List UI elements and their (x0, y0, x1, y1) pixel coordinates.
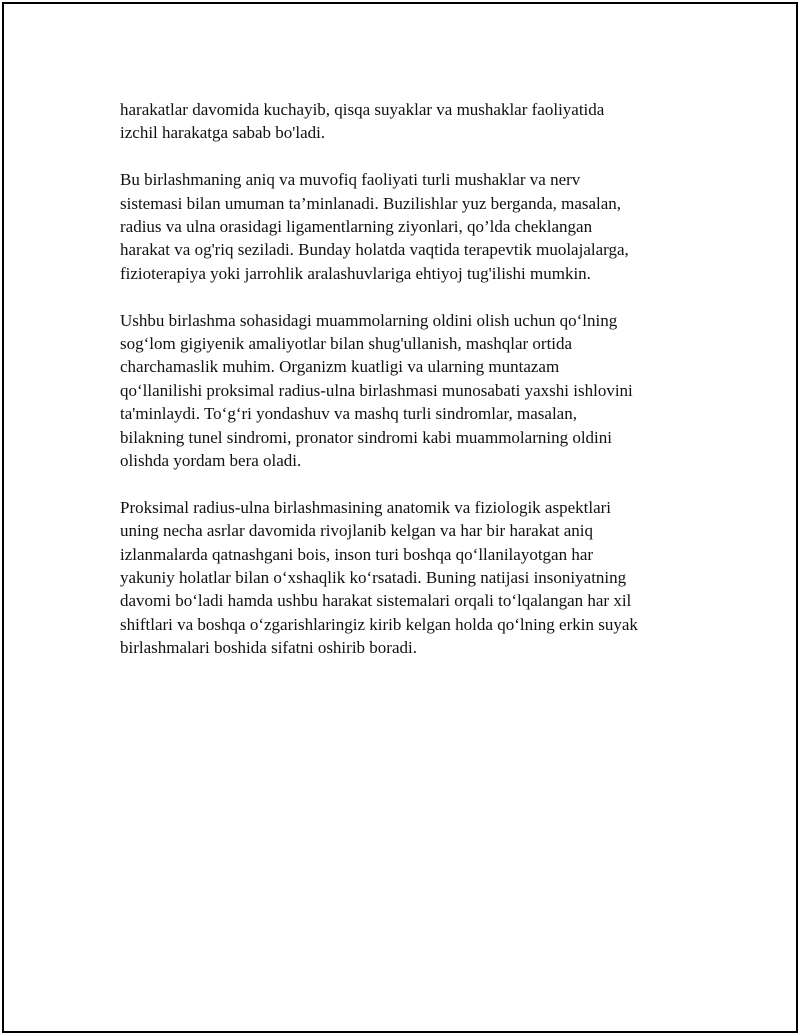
paragraph-3: Ushbu birlashma sohasidagi muammolarning oldini olish uchun qo‘lning sog‘lom gigiyenik amaliyotlar bilan shug'ullanish, mashqlar ortida charchamaslik muhim. Organizm kuatligi va ularning muntazam qo‘llanilishi proksimal radius-ulna birlashmasi munosabati yaxshi ishlovini ta'minlaydi. To‘g‘ri yondashuv va mashq turli sindromlar, masalan, bilakning tunel sindromi, pronator sindromi kabi muammolarning oldini olishda yordam bera oladi. (120, 310, 633, 471)
paragraph-2: Bu birlashmaning aniq va muvofiq faoliyati turli mushaklar va nerv sistemasi bilan umuman ta’minlanadi. Buzilishlar yuz berganda, masalan, radius va ulna orasidagi ligamentlarning ziyonlari, qo’lda cheklangan harakat va og'riq seziladi. Bunday holatda vaqtida terapevtik muolajalarga, fizioterapiya yoki jarrohlik aralashuvlariga ehtiyoj tug'ilishi mumkin. (120, 170, 629, 283)
document-body (120, 98, 690, 683)
paragraph-4: Proksimal radius-ulna birlashmasining anatomik va fiziologik aspektlari uning necha asrlar davomida rivojlanib kelgan va har bir harakat aniq izlanmalarda qatnashgani bois, inson turi boshqa qo‘llanilayotgan har yakuniy holatlar bilan o‘xshaqlik ko‘rsatadi. Buning natijasi insoniyatning davomi bo‘ladi hamda ushbu harakat sistemalari orqali to‘lqalangan har xil shiftlari va boshqa o‘zgarishlaringiz kirib kelgan holda qo‘lning erkin suyak birlashmalari boshida sifatni oshirib boradi. (120, 497, 638, 658)
paragraph-1: harakatlar davomida kuchayib, qisqa suyaklar va mushaklar faoliyatida izchil harakatga sabab bo'ladi. (120, 100, 605, 143)
document-page (2, 2, 798, 1033)
